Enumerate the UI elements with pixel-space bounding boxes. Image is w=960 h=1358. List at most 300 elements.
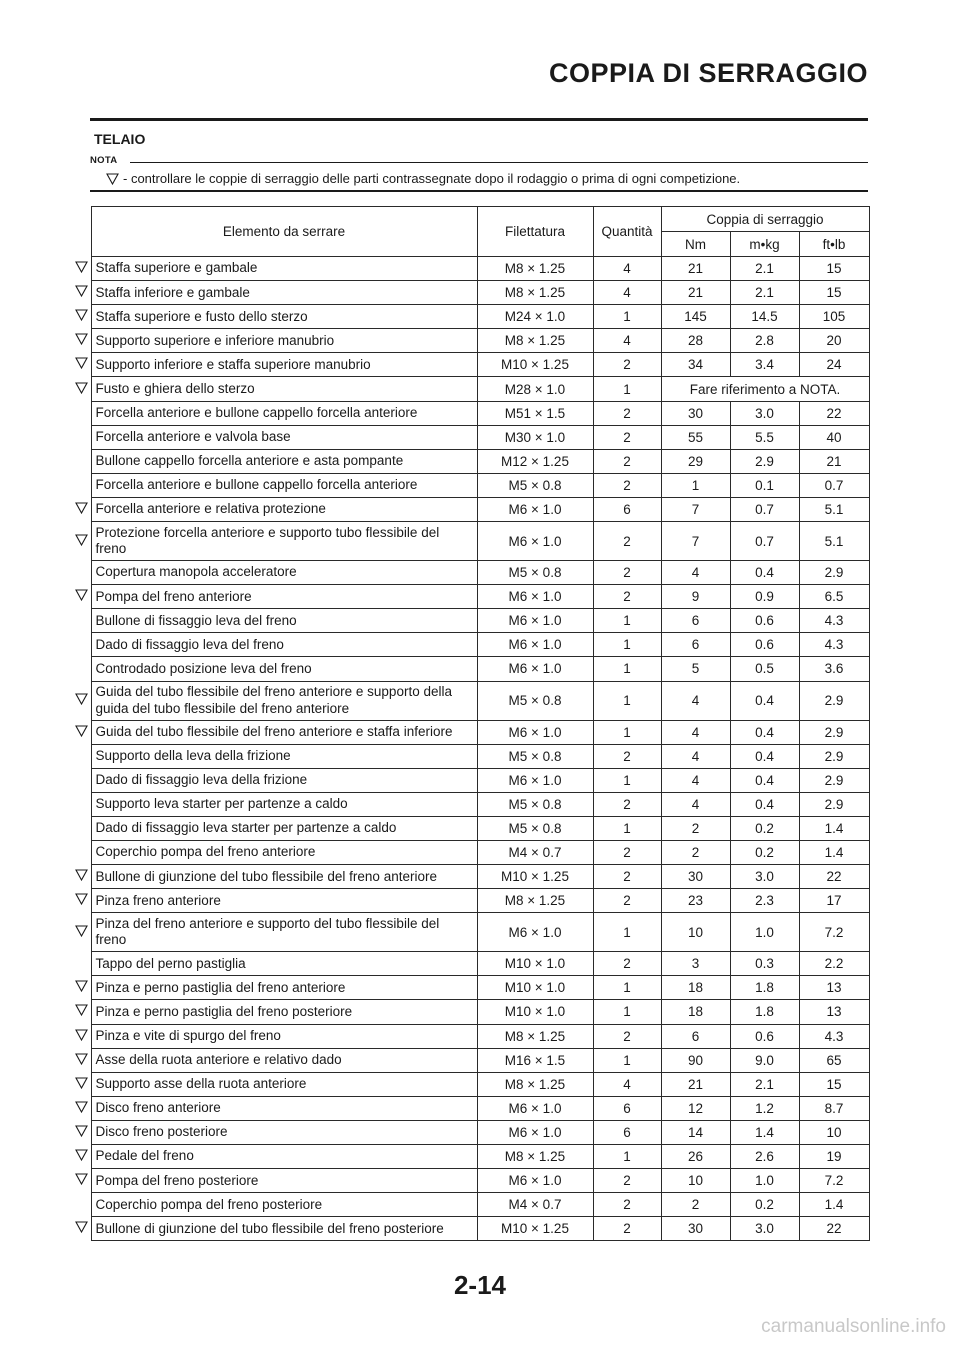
cell-nm: 26 — [661, 1145, 730, 1169]
table-row — [71, 976, 869, 1000]
cell-mkg: 2.3 — [730, 889, 799, 913]
cell-mkg: 0.4 — [730, 768, 799, 792]
row-mark-cell — [71, 1120, 91, 1144]
cell-qty: 2 — [593, 425, 661, 449]
cell-part: Coperchio pompa del freno anteriore — [91, 840, 477, 864]
table-row — [71, 1120, 869, 1144]
cell-mkg: 1.8 — [730, 1000, 799, 1024]
cell-ftlb: 40 — [799, 425, 869, 449]
cell-thread: M6 × 1.0 — [477, 657, 593, 681]
cell-nm: 4 — [661, 561, 730, 585]
cell-mkg: 2.8 — [730, 329, 799, 353]
cell-nm: 21 — [661, 257, 730, 281]
cell-ftlb: 19 — [799, 1145, 869, 1169]
triangle-outline-icon — [75, 309, 88, 321]
cell-part: Staffa superiore e fusto dello sterzo — [91, 305, 477, 329]
cell-mkg: 0.4 — [730, 744, 799, 768]
cell-mkg: 0.6 — [730, 1024, 799, 1048]
cell-ftlb: 4.3 — [799, 1024, 869, 1048]
cell-ftlb: 21 — [799, 449, 869, 473]
cell-part: Pinza e perno pastiglia del freno anteriore — [91, 976, 477, 1000]
header-part: Elemento da serrare — [91, 207, 477, 257]
row-mark-cell — [71, 522, 91, 561]
row-mark-cell — [71, 561, 91, 585]
row-mark-cell — [71, 889, 91, 913]
row-mark-cell — [71, 425, 91, 449]
cell-ftlb: 8.7 — [799, 1096, 869, 1120]
cell-qty: 2 — [593, 1193, 661, 1217]
cell-thread: M28 × 1.0 — [477, 377, 593, 401]
triangle-outline-icon — [75, 925, 88, 937]
cell-nm: 2 — [661, 840, 730, 864]
cell-part: Staffa inferiore e gambale — [91, 281, 477, 305]
cell-mkg: 0.7 — [730, 522, 799, 561]
table-row — [71, 744, 869, 768]
nota-divider — [130, 162, 868, 163]
triangle-outline-icon — [75, 382, 88, 394]
triangle-outline-icon — [75, 285, 88, 297]
cell-nm: 4 — [661, 768, 730, 792]
cell-thread: M4 × 0.7 — [477, 1193, 593, 1217]
cell-mkg: 0.3 — [730, 952, 799, 976]
cell-thread: M16 × 1.5 — [477, 1048, 593, 1072]
table-row — [71, 1193, 869, 1217]
row-mark-cell — [71, 720, 91, 744]
cell-thread: M51 × 1.5 — [477, 401, 593, 425]
table-row — [71, 585, 869, 609]
row-mark-cell — [71, 657, 91, 681]
cell-qty: 1 — [593, 681, 661, 720]
cell-qty: 6 — [593, 497, 661, 521]
cell-thread: M6 × 1.0 — [477, 497, 593, 521]
table-row — [71, 561, 869, 585]
page-title: COPPIA DI SERRAGGIO — [548, 58, 868, 88]
table-row — [71, 633, 869, 657]
triangle-outline-icon — [75, 1125, 88, 1137]
cell-part: Coperchio pompa del freno posteriore — [91, 1193, 477, 1217]
cell-nm: 145 — [661, 305, 730, 329]
cell-ftlb: 4.3 — [799, 609, 869, 633]
cell-mkg: 3.0 — [730, 401, 799, 425]
page-number: 2-14 — [453, 1270, 507, 1300]
cell-nm: 21 — [661, 281, 730, 305]
row-mark-cell — [71, 840, 91, 864]
cell-part: Staffa superiore e gambale — [91, 257, 477, 281]
cell-ftlb: 5.1 — [799, 497, 869, 521]
row-mark-cell — [71, 449, 91, 473]
triangle-outline-icon — [75, 1221, 88, 1233]
triangle-outline-icon — [75, 1101, 88, 1113]
triangle-outline-icon — [75, 261, 88, 273]
cell-nm: 30 — [661, 865, 730, 889]
cell-torque-note: Fare riferimento a NOTA. — [661, 377, 869, 401]
cell-mkg: 0.9 — [730, 585, 799, 609]
cell-mkg: 2.6 — [730, 1145, 799, 1169]
cell-qty: 2 — [593, 522, 661, 561]
table-row — [71, 449, 869, 473]
nota-text-row — [106, 171, 740, 186]
cell-nm: 6 — [661, 609, 730, 633]
triangle-outline-icon — [75, 693, 88, 705]
cell-thread: M8 × 1.25 — [477, 1072, 593, 1096]
row-mark-cell — [71, 913, 91, 952]
cell-nm: 6 — [661, 1024, 730, 1048]
table-row — [71, 305, 869, 329]
cell-thread: M6 × 1.0 — [477, 1120, 593, 1144]
cell-nm: 6 — [661, 633, 730, 657]
cell-mkg: 0.4 — [730, 681, 799, 720]
table-row — [71, 768, 869, 792]
row-mark-cell — [71, 1048, 91, 1072]
cell-part: Supporto leva starter per partenze a caldo — [91, 792, 477, 816]
nota-bottom-divider — [90, 190, 868, 192]
cell-part: Guida del tubo flessibile del freno anteriore e supporto della guida del tubo flessibile del freno anteriore — [91, 681, 477, 720]
cell-part: Forcella anteriore e valvola base — [91, 425, 477, 449]
cell-nm: 30 — [661, 401, 730, 425]
header-qty: Quantità — [593, 207, 661, 257]
cell-qty: 1 — [593, 720, 661, 744]
row-mark-cell — [71, 768, 91, 792]
cell-thread: M10 × 1.0 — [477, 952, 593, 976]
cell-part: Pedale del freno — [91, 1145, 477, 1169]
cell-mkg: 14.5 — [730, 305, 799, 329]
cell-nm: 29 — [661, 449, 730, 473]
cell-qty: 1 — [593, 1145, 661, 1169]
cell-thread: M10 × 1.25 — [477, 865, 593, 889]
cell-qty: 4 — [593, 1072, 661, 1096]
cell-ftlb: 7.2 — [799, 913, 869, 952]
cell-ftlb: 2.9 — [799, 561, 869, 585]
cell-part: Bullone di giunzione del tubo flessibile del freno anteriore — [91, 865, 477, 889]
cell-part: Asse della ruota anteriore e relativo dado — [91, 1048, 477, 1072]
cell-qty: 1 — [593, 609, 661, 633]
cell-mkg: 0.4 — [730, 792, 799, 816]
cell-thread: M6 × 1.0 — [477, 585, 593, 609]
cell-part: Pinza freno anteriore — [91, 889, 477, 913]
nota-text: - controllare le coppie di serraggio delle parti contrassegnate dopo il rodaggio o prima di ogni competizione. — [123, 171, 741, 186]
table-row — [71, 720, 869, 744]
row-mark-cell — [71, 473, 91, 497]
triangle-outline-icon — [75, 893, 88, 905]
triangle-outline-icon — [75, 1173, 88, 1185]
cell-nm: 21 — [661, 1072, 730, 1096]
table-row — [71, 257, 869, 281]
cell-part: Supporto asse della ruota anteriore — [91, 1072, 477, 1096]
row-mark-cell — [71, 1000, 91, 1024]
cell-thread: M5 × 0.8 — [477, 816, 593, 840]
row-mark-cell — [71, 377, 91, 401]
cell-part: Controdado posizione leva del freno — [91, 657, 477, 681]
cell-nm: 12 — [661, 1096, 730, 1120]
cell-ftlb: 2.9 — [799, 768, 869, 792]
cell-nm: 55 — [661, 425, 730, 449]
cell-part: Bullone di giunzione del tubo flessibile del freno posteriore — [91, 1217, 477, 1241]
cell-part: Forcella anteriore e bullone cappello forcella anteriore — [91, 473, 477, 497]
cell-thread: M8 × 1.25 — [477, 329, 593, 353]
cell-qty: 2 — [593, 1024, 661, 1048]
cell-mkg: 1.8 — [730, 976, 799, 1000]
cell-mkg: 0.4 — [730, 720, 799, 744]
row-mark-cell — [71, 816, 91, 840]
triangle-outline-icon — [106, 173, 119, 185]
cell-ftlb: 22 — [799, 1217, 869, 1241]
triangle-outline-icon — [75, 357, 88, 369]
cell-nm: 30 — [661, 1217, 730, 1241]
cell-qty: 2 — [593, 561, 661, 585]
cell-qty: 2 — [593, 1169, 661, 1193]
cell-qty: 4 — [593, 281, 661, 305]
table-row — [71, 889, 869, 913]
cell-nm: 28 — [661, 329, 730, 353]
cell-qty: 1 — [593, 657, 661, 681]
cell-nm: 5 — [661, 657, 730, 681]
cell-part: Dado di fissaggio leva del freno — [91, 633, 477, 657]
cell-qty: 4 — [593, 329, 661, 353]
row-mark-cell — [71, 329, 91, 353]
cell-mkg: 2.9 — [730, 449, 799, 473]
triangle-outline-icon — [75, 980, 88, 992]
cell-mkg: 0.5 — [730, 657, 799, 681]
cell-part: Dado di fissaggio leva della frizione — [91, 768, 477, 792]
cell-ftlb: 65 — [799, 1048, 869, 1072]
cell-thread: M4 × 0.7 — [477, 840, 593, 864]
table-row — [71, 353, 869, 377]
cell-ftlb: 4.3 — [799, 633, 869, 657]
cell-part: Dado di fissaggio leva starter per partenze a caldo — [91, 816, 477, 840]
table-row — [71, 840, 869, 864]
triangle-outline-icon — [75, 589, 88, 601]
cell-ftlb: 13 — [799, 976, 869, 1000]
table-row — [71, 1145, 869, 1169]
cell-thread: M10 × 1.0 — [477, 976, 593, 1000]
cell-part: Disco freno posteriore — [91, 1120, 477, 1144]
cell-part: Pinza e perno pastiglia del freno posteriore — [91, 1000, 477, 1024]
cell-nm: 14 — [661, 1120, 730, 1144]
row-mark-cell — [71, 1096, 91, 1120]
cell-qty: 2 — [593, 865, 661, 889]
table-row — [71, 1072, 869, 1096]
row-mark-cell — [71, 585, 91, 609]
row-mark-cell — [71, 1217, 91, 1241]
cell-part: Supporto superiore e inferiore manubrio — [91, 329, 477, 353]
cell-mkg: 2.1 — [730, 257, 799, 281]
row-mark-cell — [71, 865, 91, 889]
cell-thread: M6 × 1.0 — [477, 633, 593, 657]
cell-nm: 7 — [661, 522, 730, 561]
cell-nm: 1 — [661, 473, 730, 497]
cell-qty: 2 — [593, 585, 661, 609]
cell-qty: 2 — [593, 1217, 661, 1241]
triangle-outline-icon — [75, 1149, 88, 1161]
cell-mkg: 0.2 — [730, 840, 799, 864]
header-thread: Filettatura — [477, 207, 593, 257]
cell-qty: 1 — [593, 1000, 661, 1024]
cell-nm: 4 — [661, 720, 730, 744]
cell-thread: M5 × 0.8 — [477, 792, 593, 816]
triangle-outline-icon — [75, 502, 88, 514]
cell-part: Forcella anteriore e relativa protezione — [91, 497, 477, 521]
cell-thread: M6 × 1.0 — [477, 1096, 593, 1120]
cell-qty: 6 — [593, 1120, 661, 1144]
cell-ftlb: 5.1 — [799, 522, 869, 561]
row-mark-cell — [71, 633, 91, 657]
cell-thread: M12 × 1.25 — [477, 449, 593, 473]
table-row — [71, 1024, 869, 1048]
cell-mkg: 3.0 — [730, 1217, 799, 1241]
cell-ftlb: 17 — [799, 889, 869, 913]
nota-label: NOTA — [90, 155, 118, 166]
cell-ftlb: 10 — [799, 1120, 869, 1144]
section-title: TELAIO — [94, 131, 146, 147]
cell-ftlb: 1.4 — [799, 840, 869, 864]
cell-part: Copertura manopola acceleratore — [91, 561, 477, 585]
cell-mkg: 0.6 — [730, 633, 799, 657]
cell-qty: 2 — [593, 744, 661, 768]
cell-ftlb: 15 — [799, 1072, 869, 1096]
cell-ftlb: 1.4 — [799, 1193, 869, 1217]
table-row — [71, 1217, 869, 1241]
cell-mkg: 1.4 — [730, 1120, 799, 1144]
cell-part: Supporto della leva della frizione — [91, 744, 477, 768]
torque-table-body — [71, 257, 869, 1241]
cell-nm: 7 — [661, 497, 730, 521]
cell-thread: M5 × 0.8 — [477, 744, 593, 768]
cell-qty: 6 — [593, 1096, 661, 1120]
row-mark-cell — [71, 609, 91, 633]
cell-qty: 2 — [593, 449, 661, 473]
table-row — [71, 377, 869, 401]
cell-part: Protezione forcella anteriore e supporto tubo flessibile del freno — [91, 522, 477, 561]
cell-part: Guida del tubo flessibile del freno anteriore e staffa inferiore — [91, 720, 477, 744]
cell-thread: M6 × 1.0 — [477, 768, 593, 792]
cell-ftlb: 15 — [799, 281, 869, 305]
row-mark-cell — [71, 1145, 91, 1169]
cell-qty: 2 — [593, 952, 661, 976]
cell-ftlb: 22 — [799, 401, 869, 425]
row-mark-cell — [71, 1024, 91, 1048]
cell-mkg: 3.0 — [730, 865, 799, 889]
cell-qty: 1 — [593, 377, 661, 401]
row-mark-cell — [71, 305, 91, 329]
torque-table — [71, 206, 870, 1241]
watermark: carmanualsonline.info — [761, 1316, 946, 1337]
cell-ftlb: 24 — [799, 353, 869, 377]
row-mark-cell — [71, 976, 91, 1000]
cell-part: Pinza e vite di spurgo del freno — [91, 1024, 477, 1048]
cell-nm: 90 — [661, 1048, 730, 1072]
cell-ftlb: 20 — [799, 329, 869, 353]
cell-qty: 4 — [593, 257, 661, 281]
cell-mkg: 1.0 — [730, 1169, 799, 1193]
cell-thread: M24 × 1.0 — [477, 305, 593, 329]
table-row — [71, 1048, 869, 1072]
cell-qty: 1 — [593, 633, 661, 657]
triangle-outline-icon — [75, 1004, 88, 1016]
cell-nm: 4 — [661, 792, 730, 816]
cell-thread: M10 × 1.25 — [477, 1217, 593, 1241]
cell-nm: 18 — [661, 1000, 730, 1024]
cell-ftlb: 22 — [799, 865, 869, 889]
cell-thread: M8 × 1.25 — [477, 1145, 593, 1169]
cell-thread: M6 × 1.0 — [477, 609, 593, 633]
table-row — [71, 1000, 869, 1024]
table-row — [71, 609, 869, 633]
cell-ftlb: 2.9 — [799, 744, 869, 768]
cell-thread: M6 × 1.0 — [477, 522, 593, 561]
row-mark-cell — [71, 401, 91, 425]
header-mkg: m•kg — [730, 232, 799, 257]
row-mark-cell — [71, 1169, 91, 1193]
row-mark-cell — [71, 353, 91, 377]
cell-qty: 1 — [593, 913, 661, 952]
cell-part: Tappo del perno pastiglia — [91, 952, 477, 976]
cell-ftlb: 7.2 — [799, 1169, 869, 1193]
cell-part: Bullone cappello forcella anteriore e asta pompante — [91, 449, 477, 473]
cell-thread: M5 × 0.8 — [477, 681, 593, 720]
cell-qty: 1 — [593, 816, 661, 840]
cell-thread: M8 × 1.25 — [477, 1024, 593, 1048]
cell-qty: 1 — [593, 305, 661, 329]
title-divider — [90, 118, 868, 121]
cell-nm: 4 — [661, 681, 730, 720]
cell-ftlb: 105 — [799, 305, 869, 329]
row-mark-cell — [71, 1072, 91, 1096]
cell-qty: 2 — [593, 889, 661, 913]
header-torque: Coppia di serraggio — [661, 207, 869, 232]
table-row — [71, 401, 869, 425]
cell-nm: 10 — [661, 1169, 730, 1193]
cell-qty: 1 — [593, 1048, 661, 1072]
cell-thread: M8 × 1.25 — [477, 281, 593, 305]
cell-qty: 2 — [593, 401, 661, 425]
cell-part: Disco freno anteriore — [91, 1096, 477, 1120]
cell-ftlb: 2.2 — [799, 952, 869, 976]
row-mark-cell — [71, 257, 91, 281]
table-row — [71, 681, 869, 720]
cell-ftlb: 2.9 — [799, 792, 869, 816]
cell-nm: 4 — [661, 744, 730, 768]
cell-mkg: 0.7 — [730, 497, 799, 521]
row-mark-cell — [71, 1193, 91, 1217]
table-row — [71, 1169, 869, 1193]
table-row — [71, 952, 869, 976]
cell-qty: 2 — [593, 353, 661, 377]
cell-qty: 2 — [593, 792, 661, 816]
cell-part: Bullone di fissaggio leva del freno — [91, 609, 477, 633]
triangle-outline-icon — [75, 1077, 88, 1089]
header-nm: Nm — [661, 232, 730, 257]
table-row — [71, 522, 869, 561]
cell-part: Supporto inferiore e staffa superiore manubrio — [91, 353, 477, 377]
cell-ftlb: 6.5 — [799, 585, 869, 609]
cell-mkg: 0.4 — [730, 561, 799, 585]
table-row — [71, 329, 869, 353]
cell-ftlb: 0.7 — [799, 473, 869, 497]
table-row — [71, 473, 869, 497]
cell-mkg: 9.0 — [730, 1048, 799, 1072]
table-row — [71, 816, 869, 840]
triangle-outline-icon — [75, 1053, 88, 1065]
cell-mkg: 0.2 — [730, 816, 799, 840]
cell-nm: 2 — [661, 816, 730, 840]
cell-part: Forcella anteriore e bullone cappello forcella anteriore — [91, 401, 477, 425]
cell-thread: M10 × 1.0 — [477, 1000, 593, 1024]
cell-part: Fusto e ghiera dello sterzo — [91, 377, 477, 401]
cell-nm: 9 — [661, 585, 730, 609]
row-mark-cell — [71, 792, 91, 816]
cell-nm: 3 — [661, 952, 730, 976]
cell-ftlb: 13 — [799, 1000, 869, 1024]
